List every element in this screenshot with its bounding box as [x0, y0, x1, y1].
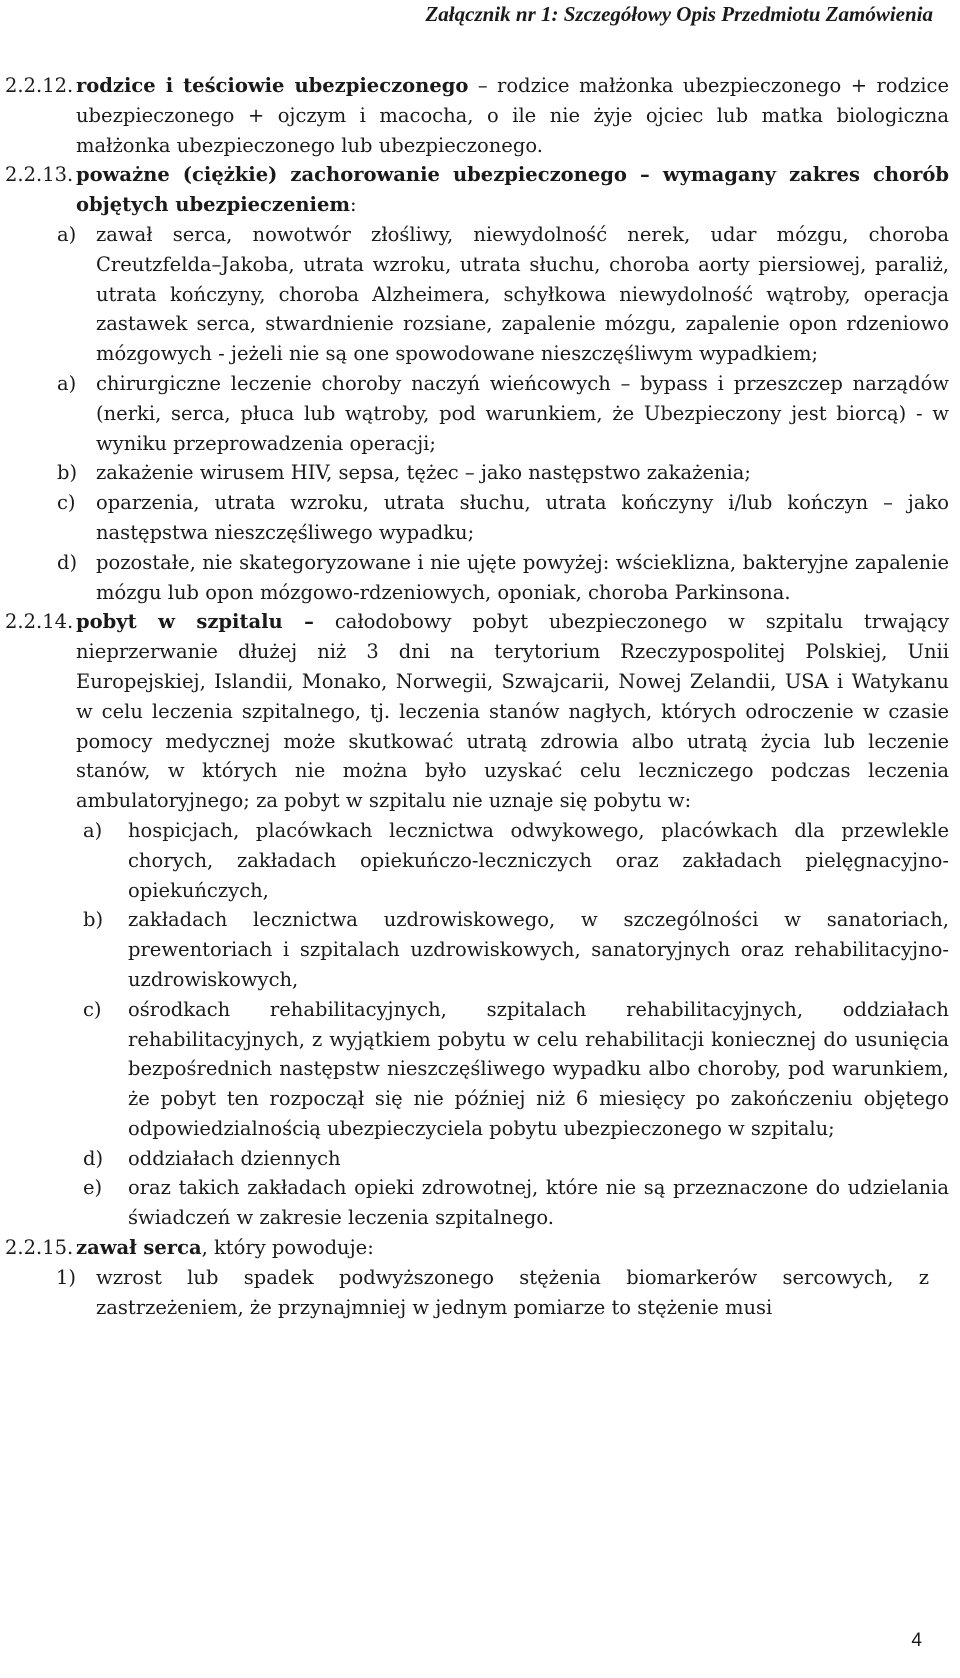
section-text: , który powoduje: — [201, 1236, 374, 1260]
list-item-label: a) — [57, 371, 77, 395]
section-number: 2.2.14. — [5, 610, 74, 634]
list-item-label: d) — [83, 1146, 104, 1170]
list-item-text: ośrodkach rehabilitacyjnych, szpitalach rehabilitacyjnych, oddziałach rehabilitacyjnych, z wyjątkiem pobytu w celu rehabilitacji koniecznej do usunięcia bezpośrednich następstw nieszczęśliwego wypadku albo choroby, pod warunkiem, że pobyt ten rozpoczął się nie później niż 6 miesięcy po zakończeniu objętego odpowiedzialnością ubezpieczyciela pobytu ubezpieczonego w szpitalu; — [128, 997, 949, 1140]
list-item — [76, 1173, 949, 1233]
document-body — [0, 71, 960, 1322]
list-item — [57, 458, 949, 488]
condition-list — [56, 1263, 960, 1323]
list-item-label: e) — [83, 1176, 103, 1200]
page-number: 4 — [911, 1630, 922, 1651]
section-text: : — [350, 193, 357, 217]
section-text: – rodzice małżonka ubezpieczonego + rodzice ubezpieczonego + ojczym i macocha, o ile nie żyje ojciec lub matka biologiczna małżonka ubezpieczonego lub ubezpieczonego. — [76, 74, 949, 157]
illness-list — [57, 220, 960, 607]
list-item-label: a) — [57, 222, 77, 246]
list-item-label: b) — [83, 908, 104, 932]
list-item-text: oraz takich zakładach opieki zdrowotnej, które nie są przeznaczone do udzielania świadczeń w zakresie leczenia szpitalnego. — [128, 1176, 949, 1230]
page-header-title: Załącznik nr 1: Szczegółowy Opis Przedmiotu Zamówienia — [425, 2, 933, 26]
section-term: poważne (ciężkie) zachorowanie ubezpieczonego – wymagany zakres chorób objętych ubezpieczeniem — [76, 163, 949, 217]
list-item — [57, 488, 949, 548]
list-item — [56, 1263, 929, 1323]
list-item — [57, 220, 949, 369]
list-item-text: zakładach lecznictwa uzdrowiskowego, w szczególności w sanatoriach, prewentoriach i szpitalach uzdrowiskowych, sanatoryjnych oraz rehabilitacyjno-uzdrowiskowych, — [128, 908, 949, 991]
section-2-2-14 — [0, 607, 960, 1233]
list-item-label: 1) — [56, 1265, 77, 1289]
list-item-label: c) — [57, 491, 76, 515]
section-number: 2.2.13. — [5, 163, 74, 187]
list-item — [76, 1144, 949, 1174]
section-term: rodzice i teściowie ubezpieczonego — [76, 74, 469, 97]
section-term: zawał serca — [76, 1236, 202, 1260]
section-2-2-13 — [0, 160, 960, 607]
exclusion-list — [76, 816, 960, 1233]
list-item — [57, 548, 949, 608]
section-paragraph — [76, 71, 949, 160]
section-2-2-12 — [0, 71, 960, 160]
list-item-label: d) — [57, 550, 78, 574]
list-item-text: pozostałe, nie skategoryzowane i nie ujęte powyżej: wścieklizna, bakteryjne zapalenie mózgu lub opon mózgowo-rdzeniowych, oponiak, choroba Parkinsona. — [96, 550, 949, 604]
list-item-text: oddziałach dziennych — [128, 1146, 341, 1170]
section-paragraph — [76, 1233, 949, 1263]
section-text: całodobowy pobyt ubezpieczonego w szpitalu trwający nieprzerwanie dłużej niż 3 dni na terytorium Rzeczypospolitej Polskiej, Unii Europejskiej, Islandii, Monako, Norwegii, Szwajcarii, Nowej Zelandii, USA i Watykanu w celu leczenia szpitalnego, tj. leczenia stanów nagłych, których odroczenie w czasie pomocy medycznej może skutkować utratą zdrowia albo utratą życia lub leczenie stanów, w których nie można było uzyskać celu leczniczego podczas leczenia ambulatoryjnego; za pobyt w szpitalu nie uznaje się pobytu w: — [76, 610, 949, 813]
section-number: 2.2.12. — [5, 74, 74, 97]
section-paragraph — [76, 607, 949, 816]
section-term: pobyt w szpitalu – — [76, 610, 314, 634]
section-paragraph — [76, 160, 949, 220]
list-item-text: oparzenia, utrata wzroku, utrata słuchu, utrata kończyny i/lub kończyn – jako następstwa nieszczęśliwego wypadku; — [96, 491, 949, 544]
list-item — [76, 905, 949, 994]
list-item — [76, 816, 949, 905]
list-item-text: zakażenie wirusem HIV, sepsa, tężec – jako następstwo zakażenia; — [96, 461, 751, 485]
list-item-label: a) — [83, 818, 103, 842]
list-item-text: zawał serca, nowotwór złośliwy, niewydolność nerek, udar mózgu, choroba Creutzfelda–Jakoba, utrata wzroku, utrata słuchu, choroba aorty piersiowej, paraliż, utrata kończyny, choroba Alzheimera, schyłkowa niewydolność wątroby, operacja zastawek serca, stwardnienie rozsiane, zapalenie mózgu, zapalenie opon rdzeniowo mózgowych - jeżeli nie są one spowodowane nieszczęśliwym wypadkiem; — [96, 222, 949, 366]
list-item-text: chirurgiczne leczenie choroby naczyń wieńcowych – bypass i przeszczep narządów (nerki, serca, płuca lub wątroby, pod warunkiem, że Ubezpieczony jest biorcą) - w wyniku przeprowadzenia operacji; — [96, 371, 949, 455]
list-item — [76, 995, 949, 1144]
list-item-text: hospicjach, placówkach lecznictwa odwykowego, placówkach dla przewlekle chorych, zakładach opiekuńczo-leczniczych oraz zakładach pielęgnacyjno-opiekuńczych, — [128, 818, 949, 902]
list-item-label: c) — [83, 997, 102, 1021]
list-item-text: wzrost lub spadek podwyższonego stężenia biomarkerów sercowych, z zastrzeżeniem, że przynajmniej w jednym pomiarze to stężenie musi — [96, 1265, 929, 1319]
section-2-2-15 — [0, 1233, 960, 1322]
list-item — [57, 369, 949, 458]
section-number: 2.2.15. — [5, 1236, 74, 1260]
list-item-label: b) — [57, 461, 78, 485]
